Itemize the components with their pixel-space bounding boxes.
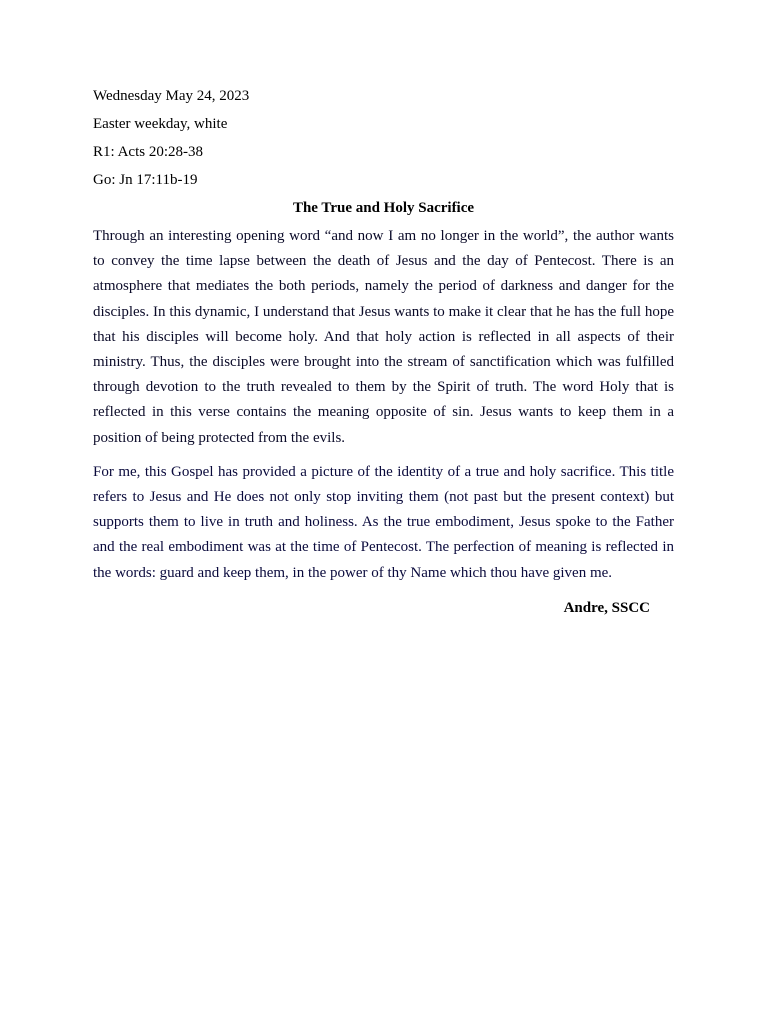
author-signature: Andre, SSCC (563, 599, 650, 616)
liturgical-day-line: Easter weekday, white (93, 116, 228, 132)
document-body (93, 85, 674, 619)
gospel-reading-line: Go: Jn 17:11b-19 (93, 172, 198, 188)
body-paragraph-1: Through an interesting opening word “and now I am no longer in the world”, the author wants to convey the time lapse between the death of Jesus and the day of Pentecost. There is an atmosphere that mediates the both periods, namely the period of darkness and danger for the disciples. In this dynamic, I understand that Jesus wants to make it clear that he has the full hope that his disciples will become holy. And that holy action is reflected in all aspects of their ministry. Thus, the disciples were brought into the stream of sanctification which was fulfilled through devotion to the truth revealed to them by the Spirit of truth. The word Holy that is reflected in this verse contains the meaning opposite of sin. Jesus wants to keep them in a position of being protected from the evils. (93, 228, 674, 446)
date-line: Wednesday May 24, 2023 (93, 88, 250, 104)
body-paragraph-2: For me, this Gospel has provided a picture of the identity of a true and holy sacrifice. This title refers to Jesus and He does not only stop inviting them (not past but the present context) but supports them to live in truth and holiness. As the true embodiment, Jesus spoke to the Father and the real embodiment was at the time of Pentecost. The perfection of meaning is reflected in the words: guard and keep them, in the power of thy Name which thou have given me. (93, 463, 674, 581)
reflection-title: The True and Holy Sacrifice (292, 200, 475, 216)
first-reading-line: R1: Acts 20:28-38 (93, 144, 204, 160)
